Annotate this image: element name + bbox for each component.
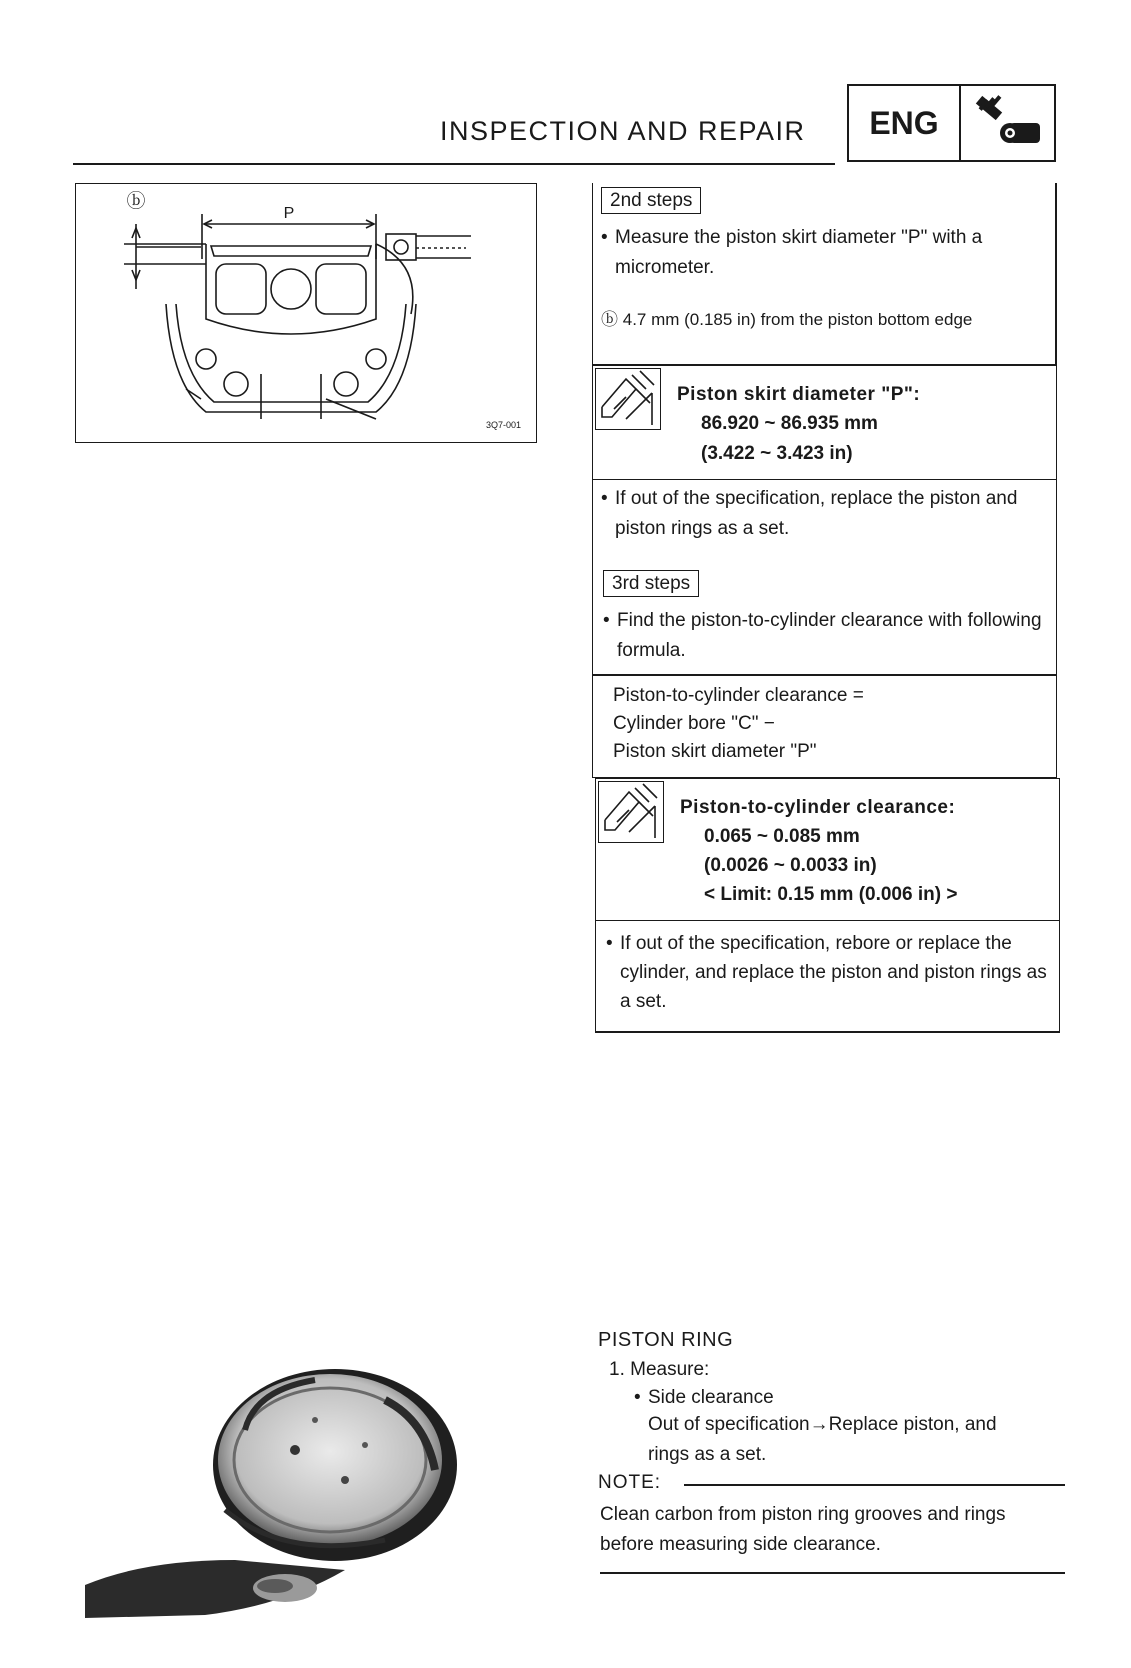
step2-action: • If out of the specification, replace the piston and piston rings as a set. — [601, 484, 1049, 544]
step3-spec-box — [595, 778, 1060, 921]
figure-ref-code: 3Q7-001 — [486, 420, 522, 430]
step3-tag: 3rd steps — [603, 570, 699, 597]
micrometer-figure — [75, 183, 537, 443]
section-badge-label: ENG — [849, 86, 961, 160]
figure-label-p: P — [283, 205, 295, 222]
bullet: • — [601, 227, 608, 248]
step2-instruction: • Measure the piston skirt diameter "P" with a micrometer. — [601, 223, 1049, 283]
micrometer-illustration — [76, 184, 536, 442]
step3-spec-title: Piston-to-cylinder clearance: — [680, 797, 956, 818]
step2-note: ⓑ 4.7 mm (0.185 in) from the piston bottom edge — [601, 310, 973, 330]
step2-spec-box — [592, 365, 1057, 480]
page-title: INSPECTION AND REPAIR — [440, 116, 806, 146]
formula-line-2: Cylinder bore "C" − — [613, 713, 775, 734]
note-rule — [684, 1484, 1065, 1486]
note-line-1: Clean carbon from piston ring grooves and rings — [600, 1504, 1006, 1525]
step2-note-marker: ⓑ — [601, 310, 618, 330]
formula — [613, 682, 864, 766]
step3-spec-limit: < Limit: 0.15 mm (0.006 in) > — [704, 884, 958, 905]
piston-ring-detail-1: Out of specification→Replace piston, and — [648, 1414, 997, 1435]
caliper-icon — [598, 781, 664, 843]
step2-panel — [592, 183, 1057, 365]
step2-tag: 2nd steps — [601, 187, 701, 214]
formula-line-1: Piston-to-cylinder clearance = — [613, 685, 864, 706]
step3-spec-mm: 0.065 ~ 0.085 mm — [704, 826, 860, 847]
step3-instruction: • Find the piston-to-cylinder clearance with following formula. — [603, 606, 1049, 666]
step3-panel — [592, 480, 1057, 675]
piston-ring-detail-2: rings as a set. — [648, 1444, 767, 1465]
bullet: • — [634, 1387, 641, 1408]
piston-ring-step: 1. Measure: — [609, 1359, 710, 1380]
note-end-rule — [600, 1572, 1065, 1574]
step3-action: • If out of the specification, rebore or replace the cylinder, and replace the piston and piston rings as a set. — [606, 929, 1054, 1016]
bullet: • — [603, 610, 610, 631]
step2-spec-in: (3.422 ~ 3.423 in) — [701, 443, 853, 464]
caliper-icon — [595, 368, 661, 430]
section-badge — [847, 84, 1056, 162]
piston-ring-photo — [85, 1360, 465, 1620]
formula-line-3: Piston skirt diameter "P" — [613, 741, 817, 762]
note-line-2: before measuring side clearance. — [600, 1534, 881, 1555]
figure-label-b: ⓑ — [126, 190, 146, 212]
step3-action-box — [595, 921, 1060, 1033]
title-underline — [73, 163, 835, 165]
step2-spec-mm: 86.920 ~ 86.935 mm — [701, 413, 878, 434]
engine-wrench-icon — [961, 86, 1054, 160]
note-label: NOTE: — [598, 1472, 662, 1493]
piston-ring-item: • Side clearance — [634, 1383, 774, 1413]
bullet: • — [601, 488, 608, 509]
step3-spec-in: (0.0026 ~ 0.0033 in) — [704, 855, 877, 876]
step2-spec-title: Piston skirt diameter "P": — [677, 384, 921, 405]
bullet: • — [606, 933, 613, 954]
formula-box — [592, 675, 1057, 778]
piston-ring-heading: PISTON RING — [598, 1329, 734, 1351]
